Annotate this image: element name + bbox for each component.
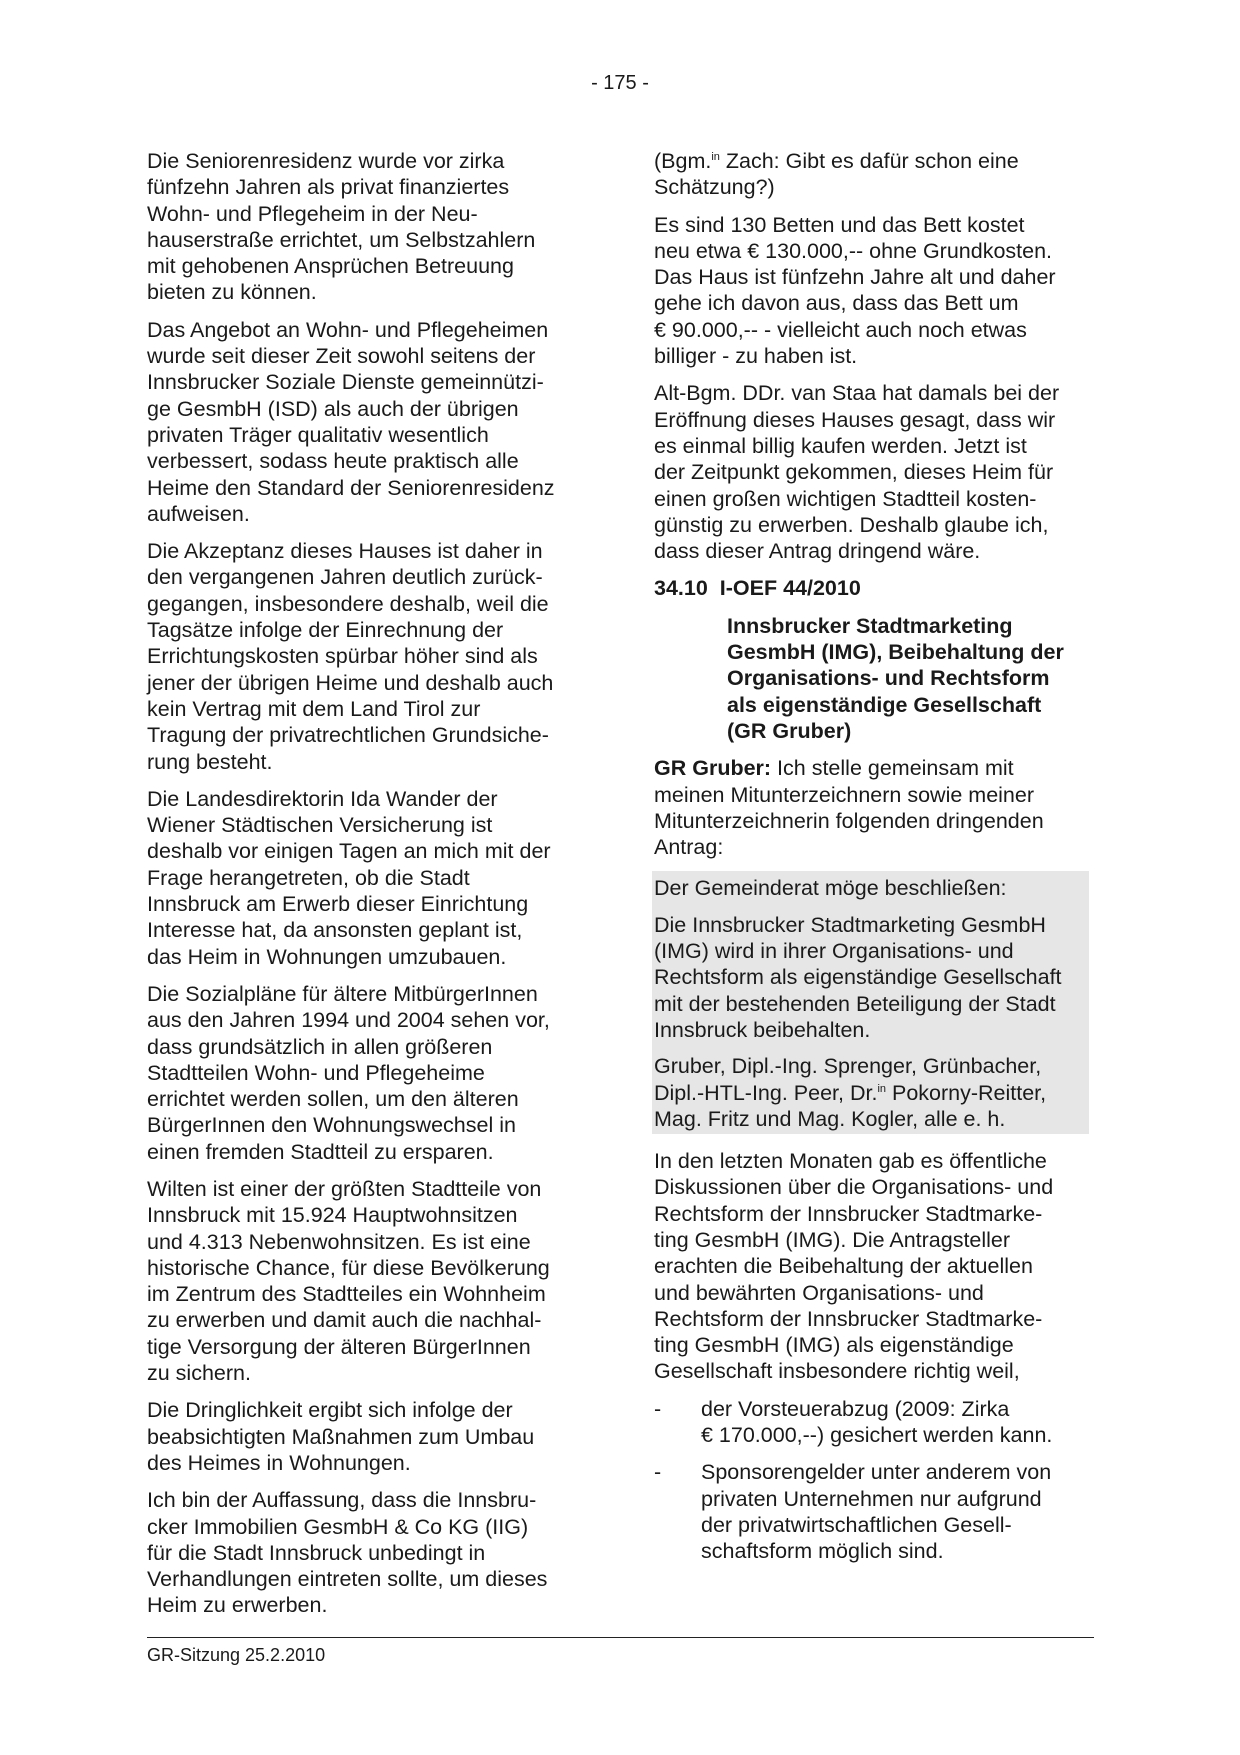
motion-box	[652, 871, 1089, 1134]
text-line: Mitunterzeichnerin folgenden dringenden	[654, 808, 1044, 833]
speaker-name: GR Gruber:	[654, 756, 772, 781]
text-line: Tagsätze infolge der Einrechnung der	[147, 618, 504, 643]
paragraph	[654, 212, 1094, 370]
text-line: Mag. Fritz und Mag. Kogler, alle e. h.	[654, 1106, 1006, 1131]
text-line	[654, 1080, 1089, 1106]
text-fragment: Zach: Gibt es dafür schon eine	[719, 149, 1019, 173]
text-line: mit gehobenen Ansprüchen Betreuung	[147, 254, 514, 279]
text-line: aufweisen.	[147, 501, 250, 526]
text-line: und bewährten Organisations- und	[654, 1280, 984, 1305]
paragraph	[654, 380, 1094, 564]
text-fragment: (Bgm.	[654, 149, 712, 173]
text-line: jener der übrigen Heime und deshalb auch	[147, 670, 554, 695]
text-line: (IMG) wird in ihrer Organisations- und	[654, 939, 1014, 964]
text-line: privaten Träger qualitativ wesentlich	[147, 422, 489, 447]
bullet-marker: -	[654, 1460, 662, 1485]
text-line: Stadtteilen Wohn- und Pflegeheime	[147, 1060, 485, 1085]
text-line: günstig zu erwerben. Deshalb glaube ich,	[654, 512, 1049, 537]
right-column	[654, 148, 1094, 1576]
text-line: wurde seit dieser Zeit sowohl seitens der	[147, 344, 536, 369]
text-line: Errichtungskosten spürbar höher sind als	[147, 644, 538, 669]
paragraph	[147, 148, 587, 306]
text-line: privaten Unternehmen nur aufgrund	[701, 1486, 1042, 1511]
text-line: fünfzehn Jahren als privat finanziertes	[147, 175, 510, 200]
text-line: billiger - zu haben ist.	[654, 344, 858, 369]
text-line: Gruber, Dipl.-Ing. Sprenger, Grünbacher,	[654, 1054, 1042, 1079]
text-line: € 90.000,-- - vielleicht auch noch etwas	[654, 317, 1027, 342]
left-column	[147, 148, 587, 1630]
text-line: (GR Gruber)	[727, 718, 852, 743]
agenda-item-heading	[654, 575, 1094, 601]
text-line	[654, 755, 1094, 781]
text-line: gegangen, insbesondere deshalb, weil die	[147, 591, 549, 616]
text-line: Wiener Städtischen Versicherung ist	[147, 813, 493, 838]
text-line: Die Dringlichkeit ergibt sich infolge der	[147, 1398, 513, 1423]
text-line: ting GesmbH (IMG) als eigenständige	[654, 1333, 1014, 1358]
list-item	[654, 1396, 1094, 1449]
text-line: Verhandlungen eintreten sollte, um dieses	[147, 1567, 548, 1592]
text-line: Das Angebot an Wohn- und Pflegeheimen	[147, 317, 549, 342]
text-line: Eröffnung dieses Hauses gesagt, dass wir	[654, 407, 1056, 432]
speaker-statement	[654, 755, 1094, 860]
text-line: mit der bestehenden Beteiligung der Stadt	[654, 991, 1056, 1016]
text-fragment: Pokorny-Reitter,	[886, 1080, 1047, 1105]
text-line: Gesellschaft insbesondere richtig weil,	[654, 1359, 1020, 1384]
page-number: - 175 -	[591, 72, 649, 94]
superscript: in	[877, 1082, 886, 1095]
text-line: deshalb vor einigen Tagen an mich mit der	[147, 839, 551, 864]
text-line: Diskussionen über die Organisations- und	[654, 1175, 1054, 1200]
text-line: es einmal billig kaufen werden. Jetzt ist	[654, 433, 1027, 458]
text-line: beabsichtigten Maßnahmen zum Umbau	[147, 1424, 535, 1449]
text-line: einen großen wichtigen Stadtteil kosten-	[654, 486, 1037, 511]
text-fragment: Dipl.-HTL-Ing. Peer, Dr.	[654, 1080, 878, 1105]
text-line: verbessert, sodass heute praktisch alle	[147, 449, 519, 474]
text-line: Innsbrucker Soziale Dienste gemeinnützi-	[147, 370, 544, 395]
text-line: erachten die Beibehaltung der aktuellen	[654, 1254, 1033, 1279]
text-line: Wilten ist einer der größten Stadtteile von	[147, 1176, 542, 1201]
paragraph	[147, 981, 587, 1165]
reasoning-paragraph	[654, 1148, 1094, 1385]
text-line: In den letzten Monaten gab es öffentliche	[654, 1149, 1047, 1174]
signatories	[654, 1053, 1089, 1132]
text-line: ting GesmbH (IMG). Die Antragsteller	[654, 1227, 1011, 1252]
list-item-text	[701, 1396, 1052, 1449]
text-fragment: Ich stelle gemeinsam mit	[771, 756, 1014, 781]
footer-divider	[147, 1637, 1094, 1638]
text-line: Rechtsform als eigenständige Gesellschaft	[654, 965, 1062, 990]
text-line: Es sind 130 Betten und das Bett kostet	[654, 212, 1025, 237]
text-line: ge GesmbH (ISD) als auch der übrigen	[147, 396, 519, 421]
text-line: Die Akzeptanz dieses Hauses ist daher in	[147, 539, 543, 564]
text-line: Innsbruck am Erwerb dieser Einrichtung	[147, 892, 529, 917]
text-line: historische Chance, für diese Bevölkerung	[147, 1255, 550, 1280]
paragraph	[147, 538, 587, 775]
text-line: der privatwirtschaftlichen Gesell-	[701, 1512, 1012, 1537]
text-line: bieten zu können.	[147, 280, 317, 305]
text-line: das Heim in Wohnungen umzubauen.	[147, 944, 507, 969]
text-line: Das Haus ist fünfzehn Jahre alt und daher	[654, 265, 1056, 290]
text-line: Heim zu erwerben.	[147, 1593, 328, 1618]
paragraph	[147, 786, 587, 970]
agenda-item-title	[654, 613, 1094, 744]
text-line: Die Innsbrucker Stadtmarketing GesmbH	[654, 912, 1046, 937]
text-line: meinen Mitunterzeichnern sowie meiner	[654, 782, 1035, 807]
text-line: des Heimes in Wohnungen.	[147, 1450, 411, 1475]
text-line: gehe ich davon aus, dass das Bett um	[654, 291, 1019, 316]
text-line: cker Immobilien GesmbH & Co KG (IIG)	[147, 1514, 529, 1539]
paragraph	[147, 1487, 587, 1618]
text-line: den vergangenen Jahren deutlich zurück-	[147, 565, 543, 590]
text-line: Innsbruck beibehalten.	[654, 1017, 871, 1042]
text-line	[654, 148, 1094, 174]
text-line: im Zentrum des Stadtteiles ein Wohnheim	[147, 1282, 546, 1307]
text-line: dass dieser Antrag dringend wäre.	[654, 539, 981, 564]
agenda-item-code: I-OEF 44/2010	[719, 576, 861, 601]
text-line: BürgerInnen den Wohnungswechsel in	[147, 1113, 516, 1138]
paragraph	[147, 1397, 587, 1476]
text-line: Rechtsform der Innsbrucker Stadtmarke-	[654, 1306, 1043, 1331]
text-line: € 170.000,--) gesichert werden kann.	[701, 1423, 1053, 1448]
text-line: aus den Jahren 1994 und 2004 sehen vor,	[147, 1008, 550, 1033]
text-line: Tragung der privatrechtlichen Grundsiche-	[147, 723, 549, 748]
text-line: Ich bin der Auffassung, dass die Innsbru-	[147, 1488, 537, 1513]
text-line: als eigenständige Gesellschaft	[727, 692, 1042, 717]
text-line: Organisations- und Rechtsform	[727, 666, 1050, 691]
text-line: Rechtsform der Innsbrucker Stadtmarke-	[654, 1201, 1043, 1226]
text-line: Interesse hat, da ansonsten geplant ist,	[147, 918, 523, 943]
text-line: Antrag:	[654, 835, 724, 860]
text-line: hauserstraße errichtet, um Selbstzahlern	[147, 227, 536, 252]
motion-text	[654, 912, 1089, 1043]
text-line: einen fremden Stadtteil zu ersparen.	[147, 1139, 494, 1164]
text-line: Frage herangetreten, ob die Stadt	[147, 865, 470, 890]
paragraph	[147, 317, 587, 527]
text-line: zu erwerben und damit auch die nachhal-	[147, 1308, 542, 1333]
text-line: Innsbruck mit 15.924 Hauptwohnsitzen	[147, 1203, 518, 1228]
text-line: Die Seniorenresidenz wurde vor zirka	[147, 149, 505, 173]
list-item-text	[701, 1459, 1051, 1564]
footer-session-date: GR-Sitzung 25.2.2010	[147, 1645, 326, 1665]
text-line: zu sichern.	[147, 1361, 251, 1386]
text-line: neu etwa € 130.000,-- ohne Grundkosten.	[654, 238, 1053, 263]
paragraph	[147, 1176, 587, 1386]
bullet-marker: -	[654, 1396, 662, 1421]
text-line: dass grundsätzlich in allen größeren	[147, 1034, 493, 1059]
text-line: und 4.313 Nebenwohnsitzen. Es ist eine	[147, 1229, 531, 1254]
text-line: schaftsform möglich sind.	[701, 1539, 944, 1564]
text-line: der Vorsteuerabzug (2009: Zirka	[701, 1396, 1010, 1421]
text-line: Der Gemeinderat möge beschließen:	[654, 876, 1007, 901]
text-line: GesmbH (IMG), Beibehaltung der	[727, 640, 1064, 665]
text-line: errichtet werden sollen, um den älteren	[147, 1087, 519, 1112]
text-line: tige Versorgung der älteren BürgerInnen	[147, 1334, 531, 1359]
text-line: rung besteht.	[147, 749, 273, 774]
agenda-item-number: 34.10	[654, 576, 708, 601]
text-line: Schätzung?)	[654, 175, 775, 200]
text-line: kein Vertrag mit dem Land Tirol zur	[147, 696, 481, 721]
text-line: Wohn- und Pflegeheim in der Neu-	[147, 201, 478, 226]
text-line: für die Stadt Innsbruck unbedingt in	[147, 1540, 486, 1565]
text-line: Alt-Bgm. DDr. van Staa hat damals bei der	[654, 381, 1060, 406]
text-line: Die Landesdirektorin Ida Wander der	[147, 786, 498, 811]
text-line: Heime den Standard der Seniorenresidenz	[147, 475, 555, 500]
text-line: Innsbrucker Stadtmarketing	[727, 613, 1013, 638]
mayor-question	[654, 148, 1094, 201]
text-line: der Zeitpunkt gekommen, dieses Heim für	[654, 460, 1054, 485]
text-line: Die Sozialpläne für ältere MitbürgerInnen	[147, 981, 538, 1006]
text-line: Sponsorengelder unter anderem von	[701, 1460, 1052, 1485]
list-item	[654, 1459, 1094, 1564]
superscript: in	[711, 151, 720, 163]
text-line	[654, 575, 1094, 601]
motion-intro	[654, 875, 1089, 901]
